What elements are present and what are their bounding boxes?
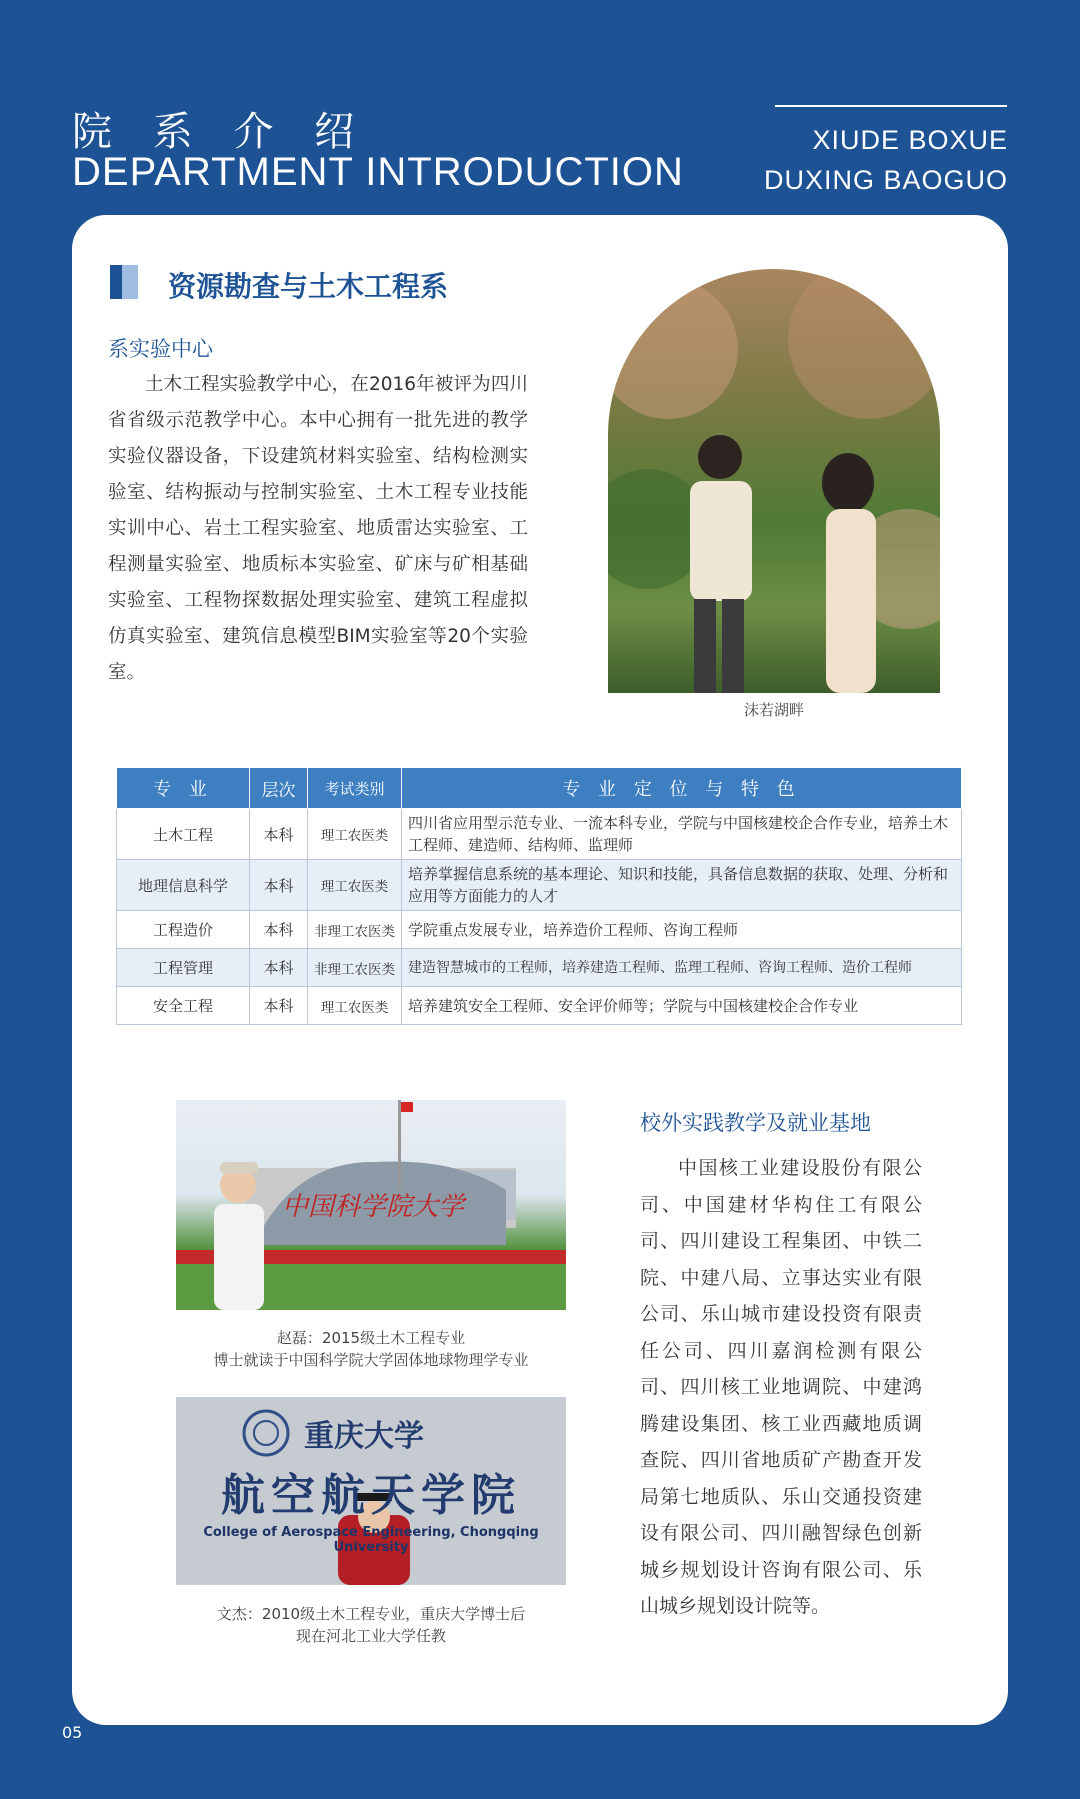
alumni-2-sign-en: College of Aerospace Engineering, Chongqing University bbox=[203, 1525, 539, 1555]
cell-desc: 建造智慧城市的工程师，培养建造工程师、监理工程师、咨询工程师、造价工程师 bbox=[402, 949, 962, 987]
practice-base-title: 校外实践教学及就业基地 bbox=[640, 1111, 871, 1135]
motto-line-1: XIUDE BOXUE bbox=[812, 125, 1008, 155]
cell-exam: 理工农医类 bbox=[308, 987, 402, 1025]
table-header-row bbox=[117, 768, 962, 809]
header-divider bbox=[775, 105, 1007, 107]
page-number: 05 bbox=[62, 1723, 83, 1742]
alumni-1-caption-line2: 博士就读于中国科学院大学固体地球物理学专业 bbox=[213, 1351, 529, 1369]
cell-major: 地理信息科学 bbox=[117, 860, 250, 911]
majors-table bbox=[116, 767, 962, 1025]
alumni-2-caption bbox=[132, 1603, 610, 1647]
cell-level: 本科 bbox=[250, 949, 308, 987]
cell-exam: 非理工农医类 bbox=[308, 911, 402, 949]
cell-level: 本科 bbox=[250, 987, 308, 1025]
alumni-photo-2 bbox=[176, 1397, 566, 1585]
section-marker bbox=[110, 265, 138, 299]
table-row bbox=[117, 949, 962, 987]
col-header-exam: 考试类别 bbox=[308, 768, 402, 809]
alumni-photo-1 bbox=[176, 1100, 566, 1310]
alumni-1-caption-line1: 赵磊：2015级土木工程专业 bbox=[276, 1329, 466, 1347]
practice-base-text: 中国核工业建设股份有限公司、中国建材华构住工有限公司、四川建设工程集团、中铁二院、中建八局、立事达实业有限公司、乐山城市建设投资有限责任公司、四川嘉润检测有限公司、四川核工业地调院、中建鸿腾建设集团、核工业西藏地质调查院、四川省地质矿产勘查开发局第七地质队、乐山交通投资建设有限公司、四川融智绿色创新城乡规划设计咨询有限公司、乐山城乡规划设计院等。 bbox=[640, 1157, 922, 1617]
cell-level: 本科 bbox=[250, 809, 308, 860]
cell-level: 本科 bbox=[250, 860, 308, 911]
section-title: 资源勘查与土木工程系 bbox=[168, 270, 449, 303]
alumni-2-sign-cn1: 重庆大学 bbox=[304, 1419, 424, 1454]
content-card bbox=[72, 215, 1008, 1725]
col-header-desc: 专 业 定 位 与 特 色 bbox=[402, 768, 962, 809]
header-title-en: DEPARTMENT INTRODUCTION bbox=[72, 150, 684, 194]
alumni-1-sign: 中国科学院大学 bbox=[281, 1192, 464, 1222]
alumni-1-caption bbox=[132, 1327, 610, 1371]
table-row bbox=[117, 911, 962, 949]
header-title-cn: 院 系 介 绍 bbox=[72, 109, 369, 155]
campus-couple-photo bbox=[608, 269, 940, 693]
cell-major: 安全工程 bbox=[117, 987, 250, 1025]
col-header-major: 专 业 bbox=[117, 768, 250, 809]
cell-major: 工程造价 bbox=[117, 911, 250, 949]
lab-center-title: 系实验中心 bbox=[108, 337, 213, 361]
cell-desc: 四川省应用型示范专业、一流本科专业，学院与中国核建校企合作专业，培养土木工程师、建造师、结构师、监理师 bbox=[402, 809, 962, 860]
table-row bbox=[117, 860, 962, 911]
photo-caption-lake: 沫若湖畔 bbox=[743, 701, 804, 719]
cell-desc: 学院重点发展专业，培养造价工程师、咨询工程师 bbox=[402, 911, 962, 949]
alumni-2-caption-line1: 文杰：2010级土木工程专业，重庆大学博士后 bbox=[216, 1605, 526, 1623]
table-row bbox=[117, 987, 962, 1025]
cell-major: 土木工程 bbox=[117, 809, 250, 860]
cell-desc: 培养建筑安全工程师、安全评价师等；学院与中国核建校企合作专业 bbox=[402, 987, 962, 1025]
cell-major: 工程管理 bbox=[117, 949, 250, 987]
cell-exam: 理工农医类 bbox=[308, 860, 402, 911]
table-row bbox=[117, 809, 962, 860]
alumni-2-caption-line2: 现在河北工业大学任教 bbox=[295, 1627, 446, 1645]
col-header-level: 层次 bbox=[250, 768, 308, 809]
cell-exam: 理工农医类 bbox=[308, 809, 402, 860]
lab-center-text: 土木工程实验教学中心，在2016年被评为四川省省级示范教学中心。本中心拥有一批先进的教学实验仪器设备，下设建筑材料实验室、结构检测实验室、结构振动与控制实验室、土木工程专业技能实训中心、岩土工程实验室、地质雷达实验室、工程测量实验室、地质标本实验室、矿床与矿相基础实验室、工程物探数据处理实验室、建筑工程虚拟仿真实验室、建筑信息模型BIM实验室等20个实验室。 bbox=[108, 374, 528, 683]
cell-exam: 非理工农医类 bbox=[308, 949, 402, 987]
cell-level: 本科 bbox=[250, 911, 308, 949]
alumni-2-sign-cn2: 航空航天学院 bbox=[221, 1470, 521, 1521]
cell-desc: 培养掌握信息系统的基本理论、知识和技能，具备信息数据的获取、处理、分析和应用等方面能力的人才 bbox=[402, 860, 962, 911]
motto-line-2: DUXING BAOGUO bbox=[763, 165, 1008, 195]
